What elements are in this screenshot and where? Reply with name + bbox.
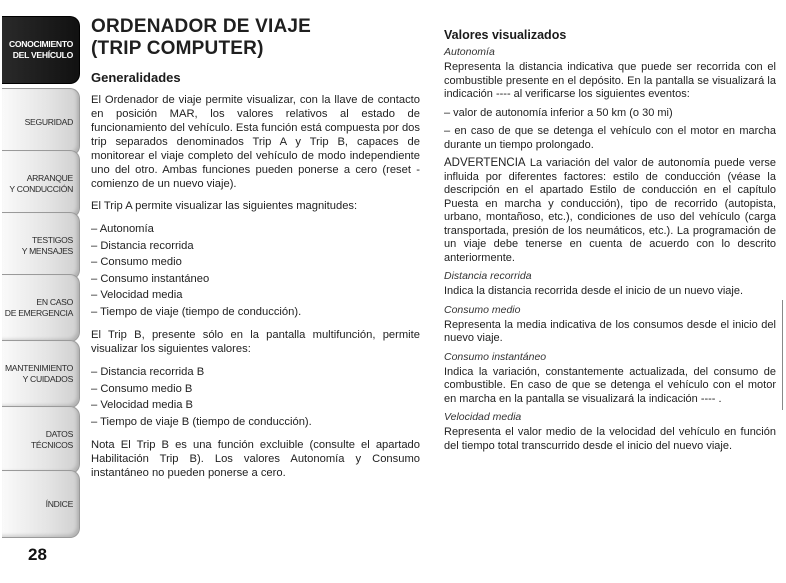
tab-conocimiento-del-vehiculo[interactable] <box>2 16 80 84</box>
trip-a-list <box>91 221 420 320</box>
subheading-consumo-instantaneo: Consumo instantáneo <box>444 350 547 363</box>
tab-mantenimiento-y-cuidados[interactable] <box>2 340 80 408</box>
velocidad-media-paragraph: Representa el valor medio de la velocidad del vehículo en función del tiempo total transcurrido desde el inicio del nuevo viaje. <box>444 426 776 452</box>
title-line-1: ORDENADOR DE VIAJE <box>91 16 312 37</box>
autonomia-condition-1: – valor de autonomía inferior a 50 km (o 30 mi) <box>444 106 673 119</box>
list-item: – Velocidad media <box>91 289 183 301</box>
tab-label: ÍNDICE <box>45 498 73 509</box>
tab-arranque-y-conduccion[interactable] <box>2 150 80 218</box>
page-number: 28 <box>28 545 47 564</box>
note-paragraph: Nota El Trip B es una función excluible (consulte el apartado Habilitación Trip B). Los valores Autonomía y Consumo instantáneo no pueden ponerse a cero. <box>91 439 420 479</box>
trip-b-intro: El Trip B, presente sólo en la pantalla multifunción, permite visualizar los siguientes valores: <box>91 329 420 355</box>
consumo-instantaneo-paragraph: Indica la variación, constantemente actualizada, del consumo de combustible. En caso de que se detenga el vehículo con el motor en marcha en la pantalla se visualizará la indicación ---- . <box>444 365 776 405</box>
warning-paragraph <box>444 157 776 265</box>
list-item: – Tiempo de viaje (tiempo de conducción). <box>91 305 302 318</box>
tab-label: SEGURIDAD <box>24 116 73 127</box>
subheading-autonomia: Autonomía <box>444 46 495 58</box>
tab-seguridad[interactable] <box>2 88 80 156</box>
section-heading: Generalidades <box>91 70 181 85</box>
warning-label: ADVERTENCIA <box>444 157 526 169</box>
values-heading: Valores visualizados <box>444 28 567 42</box>
subheading-consumo-medio: Consumo medio <box>444 303 521 316</box>
trip-a-intro: El Trip A permite visualizar las siguientes magnitudes: <box>91 200 358 212</box>
subheading-distancia: Distancia recorrida <box>444 270 532 282</box>
tab-datos-tecnicos[interactable] <box>2 406 80 474</box>
tab-label: MANTENIMIENTO Y CUIDADOS <box>4 363 73 384</box>
tab-en-caso-de-emergencia[interactable] <box>2 274 80 342</box>
section-tabs <box>0 0 82 583</box>
left-column <box>91 0 420 488</box>
list-item: – Consumo medio <box>91 256 182 268</box>
tab-indice[interactable] <box>2 470 80 538</box>
trip-b-list <box>91 364 420 430</box>
tab-label: CONOCIMIENTO DEL VEHÍCULO <box>8 39 73 60</box>
subheading-velocidad-media: Velocidad media <box>444 411 522 423</box>
list-item: – Consumo medio B <box>91 382 193 395</box>
page-title <box>91 16 420 60</box>
list-item: – Distancia recorrida <box>91 239 194 252</box>
autonomia-paragraph: Representa la distancia indicativa que puede ser recorrida con el combustible presente en el depósito. En la pantalla se visualizará la indicación ---- al verificarse los siguientes eventos: <box>444 61 776 100</box>
list-item: – Tiempo de viaje B (tiempo de conducción). <box>91 415 312 428</box>
list-item: – Autonomía <box>91 223 154 235</box>
list-item: – Velocidad media B <box>91 399 193 411</box>
tab-label: EN CASO DE EMERGENCIA <box>4 297 73 318</box>
tab-testigos-y-mensajes[interactable] <box>2 212 80 280</box>
tab-label: TESTIGOS Y MENSAJES <box>21 235 73 256</box>
title-line-2: (TRIP COMPUTER) <box>91 38 264 59</box>
autonomia-condition-2: – en caso de que se detenga el vehículo con el motor en marcha durante un tiempo prolongado. <box>444 125 776 151</box>
distancia-paragraph: Indica la distancia recorrida desde el inicio de un nuevo viaje. <box>444 285 744 297</box>
consumo-medio-paragraph: Representa la media indicativa de los consumos desde el inicio del nuevo viaje. <box>444 318 776 344</box>
warning-text: La variación del valor de autonomía puede verse influida por diferentes factores: estilo de conducción (véase la descripción en el apartado Estilo de conducción en el capítulo Puesta en marcha y conducción), tipo de recorrido (autopista, urbano, montañoso, etc.), condiciones de uso del vehículo (carga transportada, presión de los neumáticos, etc.). La programación de un viaje debe tenerse en cuenta de acuerdo con lo descrito anteriormente. <box>444 157 776 264</box>
list-item: – Consumo instantáneo <box>91 272 210 285</box>
list-item: – Distancia recorrida B <box>91 366 205 378</box>
tab-label: DATOS TÉCNICOS <box>30 429 73 450</box>
right-column <box>444 0 776 458</box>
tab-label: ARRANQUE Y CONDUCCIÓN <box>9 173 73 194</box>
page-edge-line <box>782 300 783 410</box>
intro-paragraph: El Ordenador de viaje permite visualizar, con la llave de contacto en posición MAR, los valores relativos al estado de funcionamiento del vehículo. Esta función está compuesta por dos trip separados denominados Trip A y Trip B, capaces de monitorear el viaje completo del vehículo de modo independiente uno del otro. Ambas funciones pueden ponerse a cero (reset - comienzo de un nuevo viaje). <box>91 94 420 190</box>
